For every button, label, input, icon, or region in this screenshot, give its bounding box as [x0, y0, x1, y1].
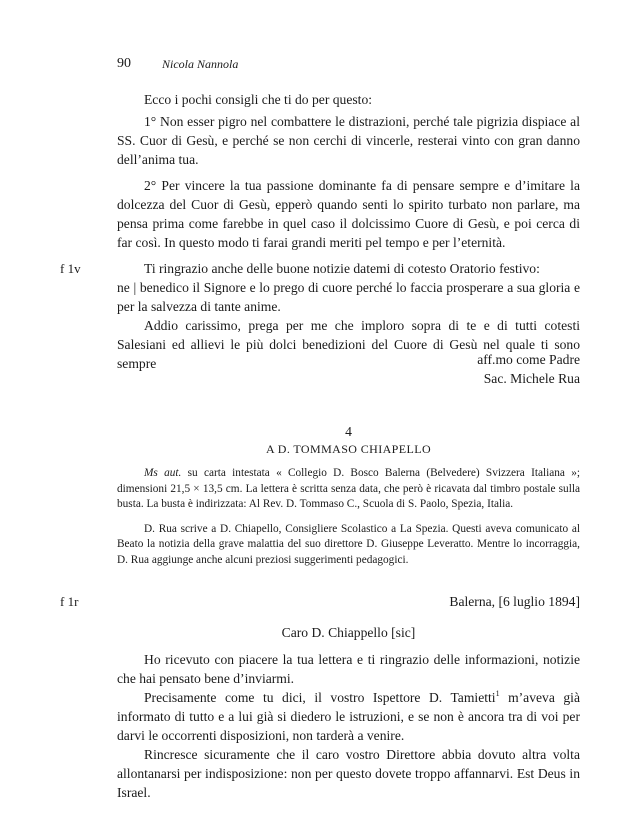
footnote-marker: 1: [495, 689, 500, 698]
letter4-p2-start: Precisamente come tu dici, il vostro Ispettore D. Tamietti: [144, 690, 496, 705]
letter3-intro: Ecco i pochi consigli che ti do per questo:: [144, 92, 373, 107]
letter4-body: [117, 650, 580, 802]
letter3-point2: 2° Per vincere la tua passione dominante fa di pensare sempre e d’imitare la dolcezza del Cuor di Gesù, epperò quando senti lo spirito turbato non parlare, ma pensa prima come farebbe in quel caso il dolcissimo Cuore di Gesù, e poi cerca di far così. In questo modo ti farai grandi meriti pel tempo e per l’eternità.: [117, 178, 580, 250]
place-date: Balerna, [6 luglio 1894]: [449, 594, 580, 609]
letter4-p3: Rincresce sicuramente che il caro vostro Direttore abbia dovuto altra volta allontanarsi per indisposizione: non per questo dovete troppo affannarvi. Est Deus in Israel.: [117, 747, 580, 800]
letter3-farewell: Addio carissimo, prega per me che imploro sopra di te e di tutti cotesti Salesiani ed allievi le più dolci benedizioni del Cuore di Gesù nel quale ti sono sempre: [117, 318, 580, 371]
running-title: Nicola Nannola: [162, 57, 239, 71]
manuscript-note-text: su carta intestata « Collegio D. Bosco Balerna (Belvedere) Svizzera Italiana »; dimensioni 21,5 × 13,5 cm. La lettera è scritta senza data, che però è ricavata dal timbro postale sulla busta. La busta è indirizzata: Al Rev. D. Tommaso C., Scuola di S. Paolo, Spezia, Italia.: [117, 467, 580, 510]
manuscript-note: [117, 466, 580, 513]
letter3-point1: 1° Non esser pigro nel combattere le distrazioni, perché tale pigrizia dispiace al SS. Cuor di Gesù, e perché se non cerchi di vincerle, resterai vinto con gran danno dell’anima tua.: [117, 114, 580, 167]
manuscript-note-label: Ms aut.: [144, 467, 182, 479]
letter4-p1: Ho ricevuto con piacere la tua lettera e ti ringrazio delle informazioni, notizie che hai pensato bene d’inviarmi.: [117, 652, 580, 686]
salutation: Caro D. Chiappello [sic]: [281, 625, 416, 640]
page-number: 90: [117, 56, 131, 71]
letter3-body: [117, 90, 580, 373]
letter4-p2: [117, 688, 580, 745]
letter4-p2-end: m’aveva già informato di tutto e a lui già si diedero le istruzioni, e se non è ancora tra di voi per darvi le occorrenti disposizioni, non tarderà a venire.: [117, 690, 580, 743]
folio-marker-f1r: f 1r: [60, 594, 79, 609]
letter3-closing: aff.mo come Padre: [477, 352, 580, 367]
letter3-signature: Sac. Michele Rua: [483, 371, 580, 386]
letter-title: A D. TOMMASO CHIAPELLO: [265, 442, 432, 456]
context-note: D. Rua scrive a D. Chiapello, Consigliere Scolastico a La Spezia. Questi aveva comunicato al Beato la notizia della grave malattia del suo direttore D. Giuseppe Leveratto. Mentre lo incorraggia, D. Rua aggiunge anche alcuni preziosi suggerimenti pedagogici.: [117, 522, 580, 566]
letter-number: 4: [345, 424, 352, 439]
editorial-notes: [117, 466, 580, 568]
letter3-thanks-a: Ti ringrazio anche delle buone notizie datemi di cotesto Oratorio festivo:: [144, 261, 540, 276]
letter3-thanks-b: ne | benedico il Signore e lo prego di cuore perché lo faccia prosperare a sua gloria e per la salvezza di tante anime.: [117, 280, 580, 314]
folio-marker-f1v: f 1v: [60, 261, 81, 276]
